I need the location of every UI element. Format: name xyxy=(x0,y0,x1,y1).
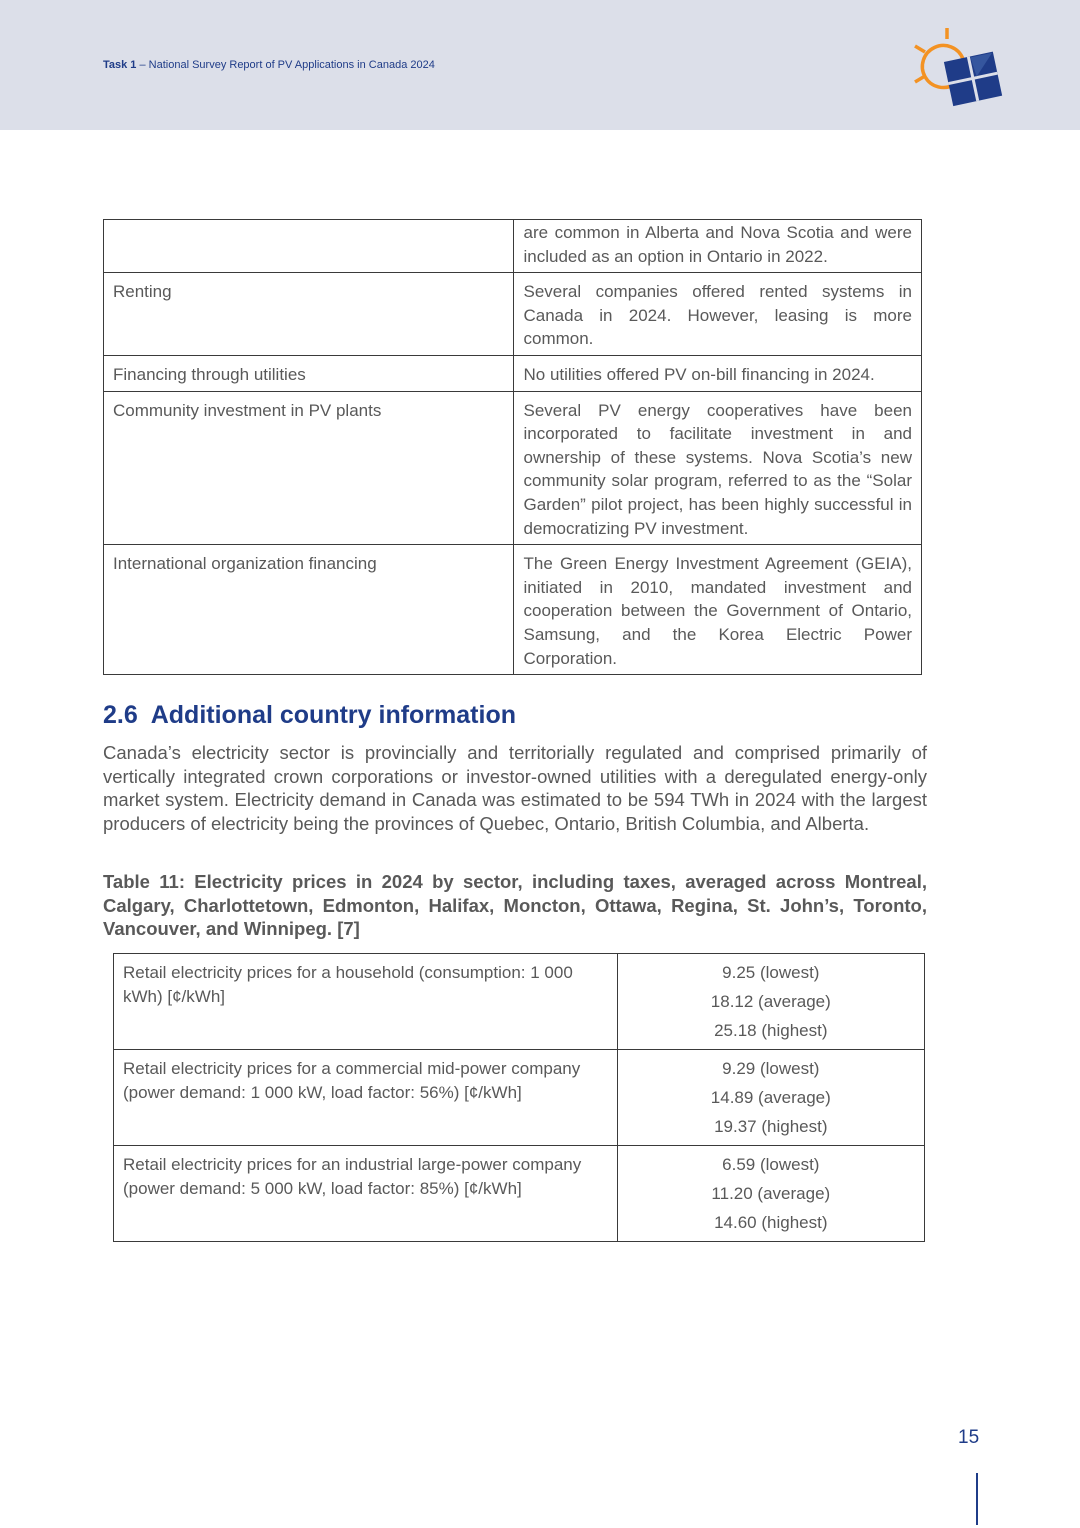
table-row xyxy=(114,1050,925,1146)
table-caption: Table 11: Electricity prices in 2024 by sector, including taxes, averaged across Montreal, Calgary, Charlottetown, Edmonton, Halifax, Moncton, Ottawa, Regina, St. John’s, Toronto, Vancouver, and Winnipeg. [7] xyxy=(103,871,927,940)
row-label: Retail electricity prices for a household (consumption: 1 000 kWh) [¢/kWh] xyxy=(114,954,618,1050)
row-values xyxy=(617,1146,924,1242)
value-highest: 25.18 (highest) xyxy=(714,1021,828,1040)
value-average: 14.89 (average) xyxy=(710,1088,831,1107)
value-lowest: 9.29 (lowest) xyxy=(722,1059,820,1078)
section-heading xyxy=(103,701,516,730)
row-label xyxy=(104,220,514,273)
table-row xyxy=(104,355,922,391)
row-label: Retail electricity prices for a commercial mid-power company (power demand: 1 000 kW, load factor: 56%) [¢/kWh] xyxy=(114,1050,618,1146)
value-lowest: 9.25 (lowest) xyxy=(722,963,820,982)
table-row xyxy=(104,545,922,675)
row-description: Several companies offered rented systems in Canada in 2024. However, leasing is more common. xyxy=(514,273,922,356)
value-average: 18.12 (average) xyxy=(710,992,831,1011)
page-header xyxy=(0,0,1080,130)
row-label: International organization financing xyxy=(104,545,514,675)
row-label: Community investment in PV plants xyxy=(104,391,514,545)
row-values xyxy=(617,954,924,1050)
row-description: No utilities offered PV on-bill financing in 2024. xyxy=(514,355,922,391)
value-lowest: 6.59 (lowest) xyxy=(722,1155,820,1174)
table-row xyxy=(114,954,925,1050)
row-description: are common in Alberta and Nova Scotia and were included as an option in Ontario in 2022. xyxy=(514,220,922,273)
row-label: Retail electricity prices for an industrial large-power company (power demand: 5 000 kW, load factor: 85%) [¢/kWh] xyxy=(114,1146,618,1242)
table-row xyxy=(104,391,922,545)
table-row xyxy=(114,1146,925,1242)
table-row xyxy=(104,273,922,356)
row-description: Several PV energy cooperatives have been incorporated to facilitate investment in and ownership of these systems. Nova Scotia’s new community solar program, referred to as the “Solar Garden” pilot project, has been highly successful in democratizing PV investment. xyxy=(514,391,922,545)
header-title-text: – National Survey Report of PV Applications in Canada 2024 xyxy=(136,59,435,71)
value-highest: 14.60 (highest) xyxy=(714,1213,828,1232)
task-label: Task 1 xyxy=(103,59,137,71)
row-label: Financing through utilities xyxy=(104,355,514,391)
row-description: The Green Energy Investment Agreement (GEIA), initiated in 2010, mandated investment and cooperation between the Government of Ontario, Samsung, and the Korea Electric Power Corporation. xyxy=(514,545,922,675)
row-values xyxy=(617,1050,924,1146)
value-average: 11.20 (average) xyxy=(711,1184,831,1203)
page-number-rule xyxy=(976,1473,978,1525)
sun-solar-panel-logo-icon xyxy=(905,22,1005,114)
table-row xyxy=(104,220,922,273)
electricity-prices-table xyxy=(113,953,925,1242)
running-header-title xyxy=(103,59,435,71)
section-number: 2.6 xyxy=(103,701,138,729)
row-label: Renting xyxy=(104,273,514,356)
financing-options-table xyxy=(103,219,922,675)
value-highest: 19.37 (highest) xyxy=(714,1117,828,1136)
body-paragraph: Canada’s electricity sector is provincially and territorially regulated and comprised primarily of vertically integrated crown corporations or investor-owned utilities with a deregulated energy-only market system. Electricity demand in Canada was estimated to be 594 TWh in 2024 with the largest producers of electricity being the provinces of Quebec, Ontario, British Columbia, and Alberta. xyxy=(103,742,927,834)
section-title-text: Additional country information xyxy=(150,701,516,729)
page-number: 15 xyxy=(958,1427,980,1448)
